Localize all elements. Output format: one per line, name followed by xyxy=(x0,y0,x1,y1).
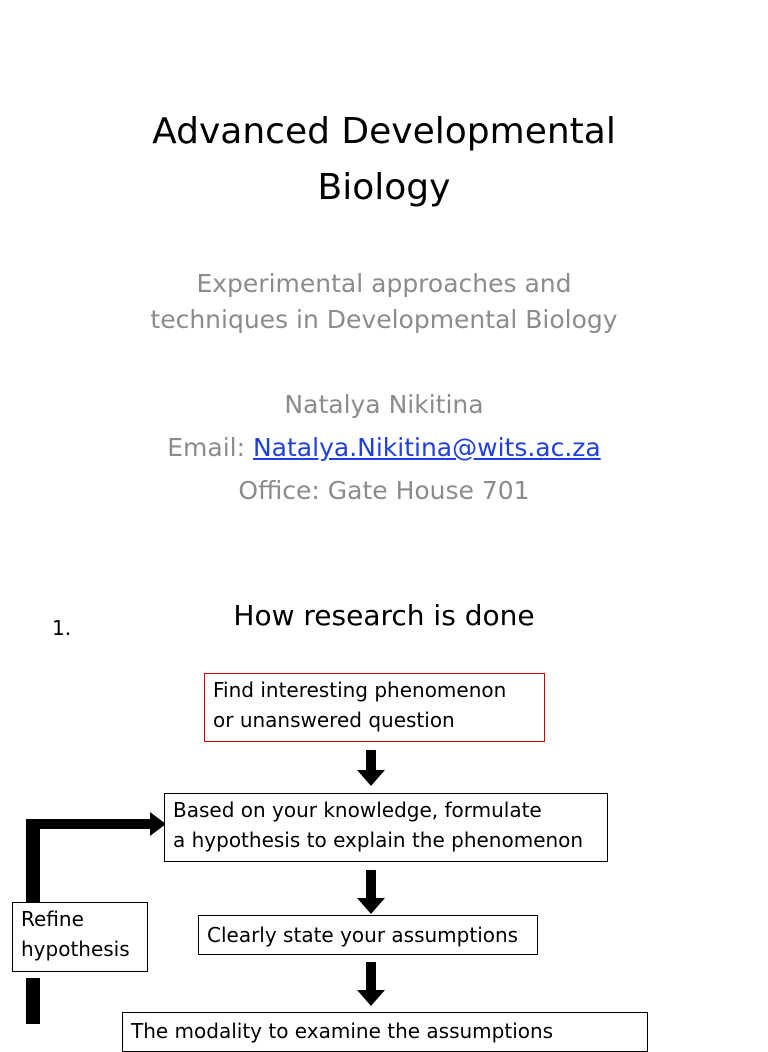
slide-title xyxy=(84,104,684,216)
title-line-2: Biology xyxy=(317,167,451,208)
arrow-down-3 xyxy=(357,962,385,1006)
assumptions-box xyxy=(198,915,538,955)
slide-number: 1. xyxy=(52,616,72,640)
arrow-down-1 xyxy=(357,750,385,786)
refine-loop-vertical xyxy=(26,822,40,902)
research-slide xyxy=(0,560,768,1043)
next-step-text: The modality to examine the assumptions xyxy=(131,1019,554,1043)
arrow-down-2 xyxy=(357,870,385,914)
refine-hypothesis-box xyxy=(12,902,148,972)
email-label: Email: xyxy=(167,433,253,462)
refine-loop-vertical-lower xyxy=(26,978,40,1024)
email-line xyxy=(84,426,684,469)
phenomenon-line-2: or unanswered question xyxy=(213,708,455,732)
phenomenon-box xyxy=(204,673,545,742)
phenomenon-line-1: Find interesting phenomenon xyxy=(213,678,507,702)
refine-line-2: hypothesis xyxy=(21,937,130,961)
refine-line-1: Refine xyxy=(21,907,84,931)
assumptions-text: Clearly state your assumptions xyxy=(207,923,519,947)
office-line: Office: Gate House 701 xyxy=(238,476,530,505)
hypothesis-line-1: Based on your knowledge, formulate xyxy=(173,798,542,822)
author-name: Natalya Nikitina xyxy=(284,390,484,419)
subtitle-line-1: Experimental approaches and xyxy=(196,269,572,298)
hypothesis-box xyxy=(164,793,608,862)
subtitle-line-2: techniques in Developmental Biology xyxy=(150,305,618,334)
email-link[interactable]: Natalya.Nikitina@wits.ac.za xyxy=(252,433,601,462)
refine-loop-horizontal xyxy=(26,819,152,829)
hypothesis-line-2: a hypothesis to explain the phenomenon xyxy=(173,828,584,852)
title-line-1: Advanced Developmental xyxy=(152,111,616,152)
next-step-box xyxy=(122,1012,648,1052)
contact-info xyxy=(84,383,684,512)
slide-subtitle xyxy=(84,266,684,338)
slide-heading: How research is done xyxy=(233,599,535,632)
